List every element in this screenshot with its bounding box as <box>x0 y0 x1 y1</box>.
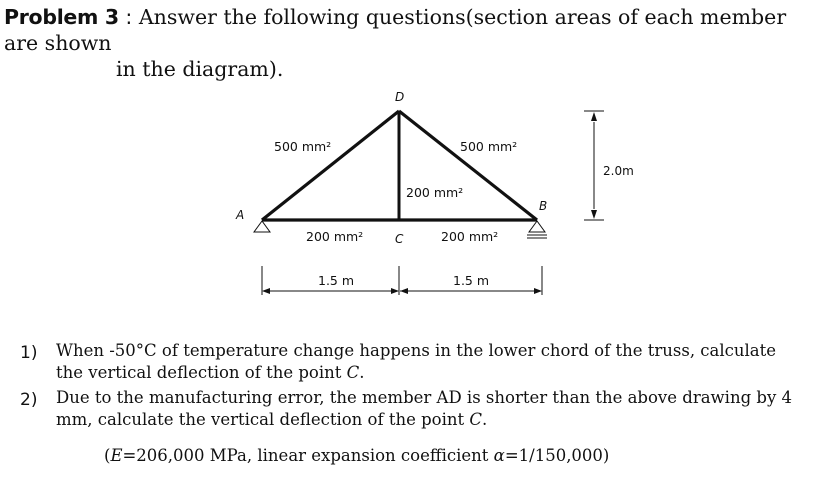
area-label-cb: 200 mm² <box>441 229 499 244</box>
modulus-symbol: E <box>110 446 123 465</box>
question-2-number: 2) <box>20 390 38 410</box>
alpha-value: =1/150,000) <box>504 446 610 465</box>
member-db <box>399 111 537 220</box>
height-dimension <box>584 111 604 220</box>
member-ad <box>262 111 399 220</box>
alpha-symbol: α <box>493 446 505 465</box>
problem-text-line1: Answer the following questions(section areas of each member are shown <box>4 5 787 55</box>
problem-label: Problem 3 <box>4 5 119 29</box>
area-label-ac: 200 mm² <box>306 229 364 244</box>
question-1-line1: When -50°C of temperature change happens in the lower chord of the truss, calculate <box>56 341 777 360</box>
node-label-a: A <box>236 208 245 222</box>
question-2 <box>20 387 810 431</box>
problem-text-line2: in the diagram). <box>116 57 284 81</box>
node-label-d: D <box>395 90 405 104</box>
question-2-line2: mm, calculate the vertical deflection of the point C. <box>56 410 488 429</box>
area-label-dc: 200 mm² <box>406 185 464 200</box>
area-label-ad: 500 mm² <box>274 139 332 154</box>
question-2-line1: Due to the manufacturing error, the member AD is shorter than the above drawing by 4 <box>56 388 793 407</box>
modulus-text: =206,000 MPa, linear expansion coefficient <box>122 446 494 465</box>
material-constants: (E=206,000 MPa, linear expansion coefficient α=1/150,000) <box>104 446 610 465</box>
span-left-label: 1.5 m <box>318 273 355 288</box>
span-dimension <box>262 266 542 295</box>
area-label-db: 500 mm² <box>460 139 518 154</box>
span-right-label: 1.5 m <box>453 273 490 288</box>
question-1-number: 1) <box>20 343 38 363</box>
node-label-b: B <box>539 199 548 213</box>
problem-colon: : <box>125 5 133 29</box>
node-label-c: C <box>395 232 404 246</box>
question-1 <box>20 340 810 384</box>
support-b-roller <box>527 221 547 238</box>
height-label: 2.0m <box>603 164 634 178</box>
question-1-line2: the vertical deflection of the point C. <box>56 363 365 382</box>
support-a-pin <box>254 221 270 232</box>
